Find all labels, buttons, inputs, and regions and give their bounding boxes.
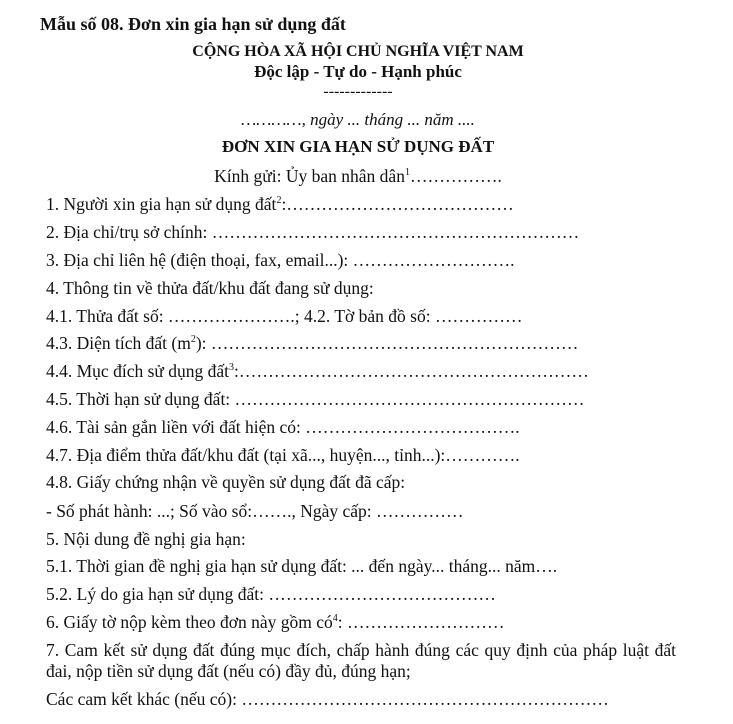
fill-blank: : ……………………… bbox=[337, 612, 505, 632]
recipient-line bbox=[0, 165, 716, 187]
section-land-info bbox=[46, 277, 374, 299]
field-label: 1. Người xin gia hạn sử dụng đất bbox=[46, 194, 277, 214]
section-label: 4.8. Giấy chứng nhận về quyền sử dụng đất đã cấp: bbox=[46, 472, 406, 492]
form-number: Mẫu số 08. Đơn xin gia hạn sử dụng đất bbox=[40, 14, 346, 34]
section-label: 4. Thông tin về thửa đất/khu đất đang sử dụng: bbox=[46, 278, 374, 298]
field-label: 4.1. Thửa đất số: ………………….; 4.2. Tờ bản đồ số: …………… bbox=[46, 306, 523, 326]
field-applicant-name bbox=[46, 193, 514, 215]
field-label: 5.2. Lý do gia hạn sử dụng đất: ………………………………… bbox=[46, 584, 496, 604]
field-label: 6. Giấy tờ nộp kèm theo đơn này gồm có bbox=[46, 612, 333, 632]
field-label: 4.7. Địa điểm thửa đất/khu đất (tại xã..., huyện..., tỉnh...):…………. bbox=[46, 445, 520, 465]
field-label: Các cam kết khác (nếu có): ……………………………………………………… bbox=[46, 689, 609, 709]
field-label: 2. Địa chỉ/trụ sở chính: ……………………………………………………… bbox=[46, 222, 580, 242]
field-parcel-location bbox=[46, 444, 520, 466]
header-divider: ------------- bbox=[323, 83, 393, 100]
fill-blank: :…………………………………………………… bbox=[234, 361, 589, 381]
document-title: ĐƠN XIN GIA HẠN SỬ DỤNG ĐẤT bbox=[221, 137, 495, 156]
commitment-line-1: 7. Cam kết sử dụng đất đúng mục đích, chấp hành đúng các quy định của pháp luật đất bbox=[46, 640, 676, 660]
field-label: 4.4. Mục đích sử dụng đất bbox=[46, 361, 230, 381]
field-label: - Số phát hành: ...; Số vào sổ:……., Ngày cấp: …………… bbox=[46, 501, 464, 521]
field-contact bbox=[46, 249, 515, 271]
field-land-use-term bbox=[46, 388, 585, 410]
footnote-marker: 1 bbox=[404, 167, 410, 178]
field-label: 3. Địa chỉ liên hệ (điện thoại, fax, email...): ………………………. bbox=[46, 250, 515, 270]
field-attached-documents bbox=[46, 611, 505, 633]
recipient-label: Kính gửi: Ủy ban nhân dân bbox=[214, 166, 405, 186]
fill-blank: :………………………………… bbox=[281, 194, 514, 214]
date-line: …………, ngày ... tháng ... năm .... bbox=[241, 110, 475, 129]
field-other-commitments bbox=[46, 688, 609, 710]
field-certificate-details bbox=[46, 500, 464, 522]
section-label: 5. Nội dung đề nghị gia hạn: bbox=[46, 529, 246, 549]
footnote-marker: 4 bbox=[332, 613, 338, 624]
section-extension-request bbox=[46, 528, 246, 550]
field-attached-assets bbox=[46, 416, 520, 438]
footnote-marker: 3 bbox=[229, 362, 235, 373]
field-extension-period bbox=[46, 555, 557, 577]
commitment-text: đai, nộp tiền sử dụng đất (nếu có) đầy đủ, đúng hạn; bbox=[46, 661, 411, 681]
field-area bbox=[46, 332, 578, 354]
field-label: 4.5. Thời hạn sử dụng đất: …………………………………………………… bbox=[46, 389, 585, 409]
field-land-use-purpose bbox=[46, 360, 589, 382]
unit-exponent: 2 bbox=[190, 334, 196, 345]
field-extension-reason bbox=[46, 583, 496, 605]
commitment-line-2 bbox=[46, 660, 411, 682]
fill-blank: ……………. bbox=[409, 166, 502, 186]
national-motto: Độc lập - Tự do - Hạnh phúc bbox=[254, 62, 462, 81]
national-title: CỘNG HÒA XÃ HỘI CHỦ NGHĨA VIỆT NAM bbox=[192, 43, 524, 60]
field-label: 4.6. Tài sản gắn liền với đất hiện có: ………………………………. bbox=[46, 417, 520, 437]
field-parcel-map-number bbox=[46, 305, 522, 327]
section-certificate bbox=[46, 471, 405, 493]
field-address bbox=[46, 221, 579, 243]
field-label: 4.3. Diện tích đất (m bbox=[46, 333, 191, 353]
footnote-marker: 2 bbox=[276, 195, 282, 206]
fill-blank: ): ……………………………………………………… bbox=[195, 333, 579, 353]
field-label: 5.1. Thời gian đề nghị gia hạn sử dụng đất: ... đến ngày... tháng... năm…. bbox=[46, 556, 558, 576]
